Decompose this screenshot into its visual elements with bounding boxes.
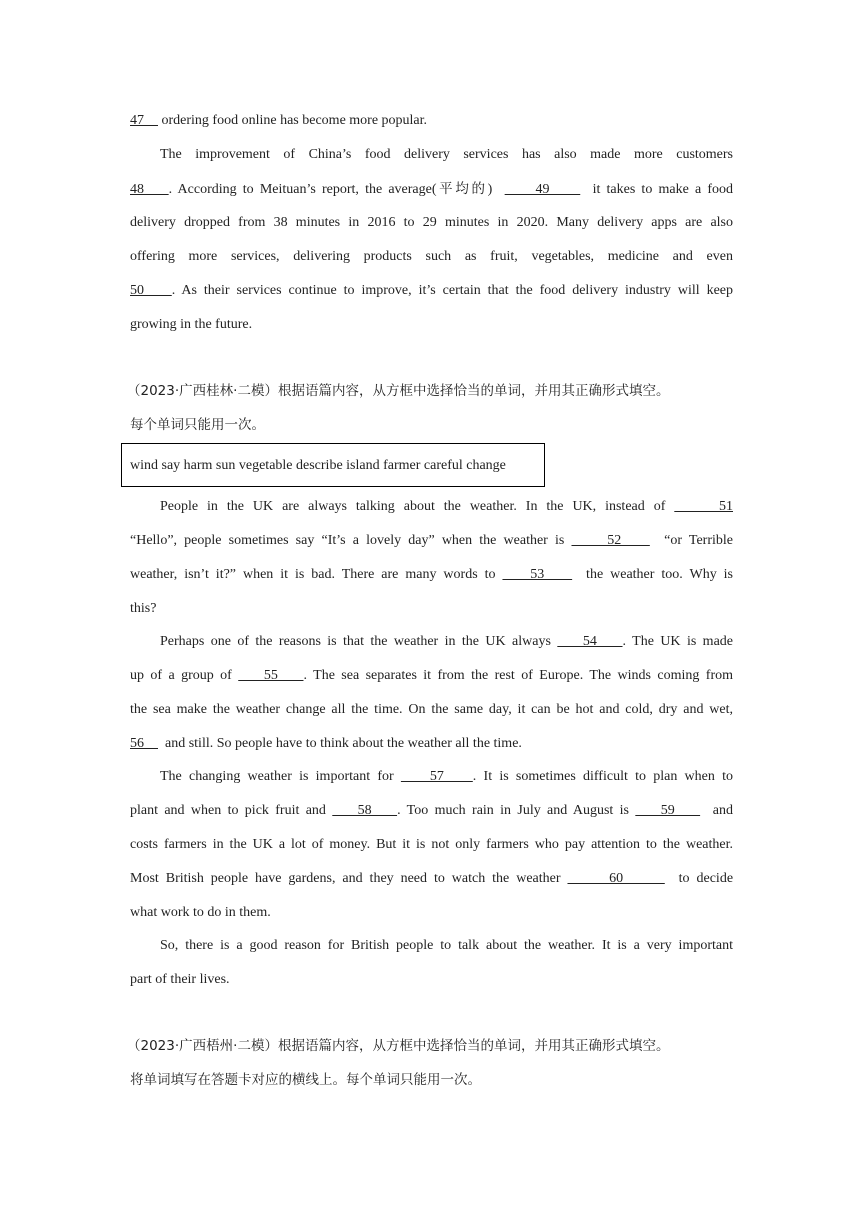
blank-49: 49	[504, 182, 581, 197]
paragraph-line	[130, 734, 522, 754]
text: . It is sometimes difficult to plan when to	[472, 769, 734, 784]
text: The improvement of China’s food delivery services has also made more customers	[160, 147, 733, 162]
paragraph-line	[130, 531, 733, 551]
text: delivery dropped from 38 minutes in 2016 to 29 minutes in 2020. Many delivery apps are also	[130, 215, 733, 230]
paragraph-line	[130, 666, 733, 686]
paragraph-line	[130, 869, 733, 889]
text: . According to Meituan’s report, the average(	[168, 182, 437, 197]
paragraph-line	[130, 801, 733, 821]
text: Perhaps one of the reasons is that the weather in the UK always	[160, 634, 558, 649]
text: up of a group of	[130, 668, 239, 683]
section-heading: 将单词填写在答题卡对应的横线上。每个单词只能用一次。	[130, 1072, 481, 1088]
text: . The UK is made	[622, 634, 734, 649]
text: . As their services continue to improve, it’s certain that the food delivery industry will keep	[171, 283, 733, 298]
blank-52: 52	[571, 533, 650, 548]
text: People in the UK are always talking about the weather. In the UK, instead of	[160, 499, 675, 514]
text: the weather too. Why is	[572, 567, 733, 582]
blank-48: 48	[130, 182, 169, 197]
text: part of their lives.	[130, 972, 230, 987]
blank-56: 56	[130, 736, 158, 751]
paragraph-line	[130, 599, 156, 619]
paragraph-line	[160, 936, 733, 956]
blank-50: 50	[130, 283, 172, 298]
section-heading: （2023·广西桂林·二模）根据语篇内容，从方框中选择恰当的单词，并用其正确形式填空。	[127, 383, 670, 399]
text: it takes to make a food	[580, 182, 733, 197]
paragraph-line	[130, 281, 733, 301]
text: growing in the future.	[130, 317, 253, 332]
text: The changing weather is important for	[160, 769, 401, 784]
blank-58: 58	[332, 803, 398, 818]
text: So, there is a good reason for British people to talk about the weather. It is a very important	[160, 938, 733, 953]
text: Most British people have gardens, and they need to watch the weather	[130, 871, 568, 886]
blank-59: 59	[635, 803, 701, 818]
paragraph-line	[160, 145, 733, 165]
section-heading: 每个单词只能用一次。	[130, 417, 265, 433]
text: weather, isn’t it?” when it is bad. There are many words to	[130, 567, 503, 582]
paragraph-line	[160, 767, 733, 787]
paragraph-line	[130, 565, 733, 585]
text: the sea make the weather change all the time. On the same day, it can be hot and cold, dry and wet,	[130, 702, 733, 717]
text: )	[487, 182, 505, 197]
paragraph-line	[130, 213, 733, 233]
text: this?	[130, 601, 157, 616]
paragraph-line	[160, 497, 733, 517]
section-heading: （2023·广西梧州·二模）根据语篇内容，从方框中选择恰当的单词，并用其正确形式填空。	[127, 1038, 670, 1054]
paragraph-line	[130, 111, 427, 131]
paragraph-line	[130, 700, 733, 720]
paragraph-line	[130, 903, 271, 923]
paragraph-line	[130, 315, 252, 335]
paragraph-line	[130, 835, 733, 855]
blank-51: 51	[674, 499, 733, 514]
blank-55: 55	[238, 668, 304, 683]
text: . Too much rain in July and August is	[397, 803, 636, 818]
blank-53: 53	[502, 567, 573, 582]
text: ordering food online has become more popular.	[158, 113, 428, 128]
word-box	[121, 443, 545, 487]
text: “or Terrible	[649, 533, 734, 548]
paragraph-line	[160, 632, 733, 652]
text: . The sea separates it from the rest of Europe. The winds coming from	[303, 668, 734, 683]
word-list: wind say harm sun vegetable describe island farmer careful change	[130, 458, 506, 473]
text: and still. So people have to think about the weather all the time.	[158, 736, 522, 751]
paragraph-line	[130, 247, 733, 267]
blank-60: 60	[567, 871, 665, 886]
text: what work to do in them.	[130, 905, 271, 920]
blank-54: 54	[557, 634, 623, 649]
text: plant and when to pick fruit and	[130, 803, 333, 818]
text: to decide	[664, 871, 734, 886]
text: “Hello”, people sometimes say “It’s a lovely day” when the weather is	[130, 533, 572, 548]
text: and	[700, 803, 734, 818]
chinese-gloss: 平均的	[436, 181, 488, 197]
blank-47: 47	[130, 113, 158, 128]
paragraph-line	[130, 179, 733, 199]
blank-57: 57	[400, 769, 473, 784]
text: offering more services, delivering products such as fruit, vegetables, medicine and even	[130, 249, 733, 264]
paragraph-line	[130, 970, 230, 990]
text: costs farmers in the UK a lot of money. But it is not only farmers who pay attention to the weather.	[130, 837, 733, 852]
